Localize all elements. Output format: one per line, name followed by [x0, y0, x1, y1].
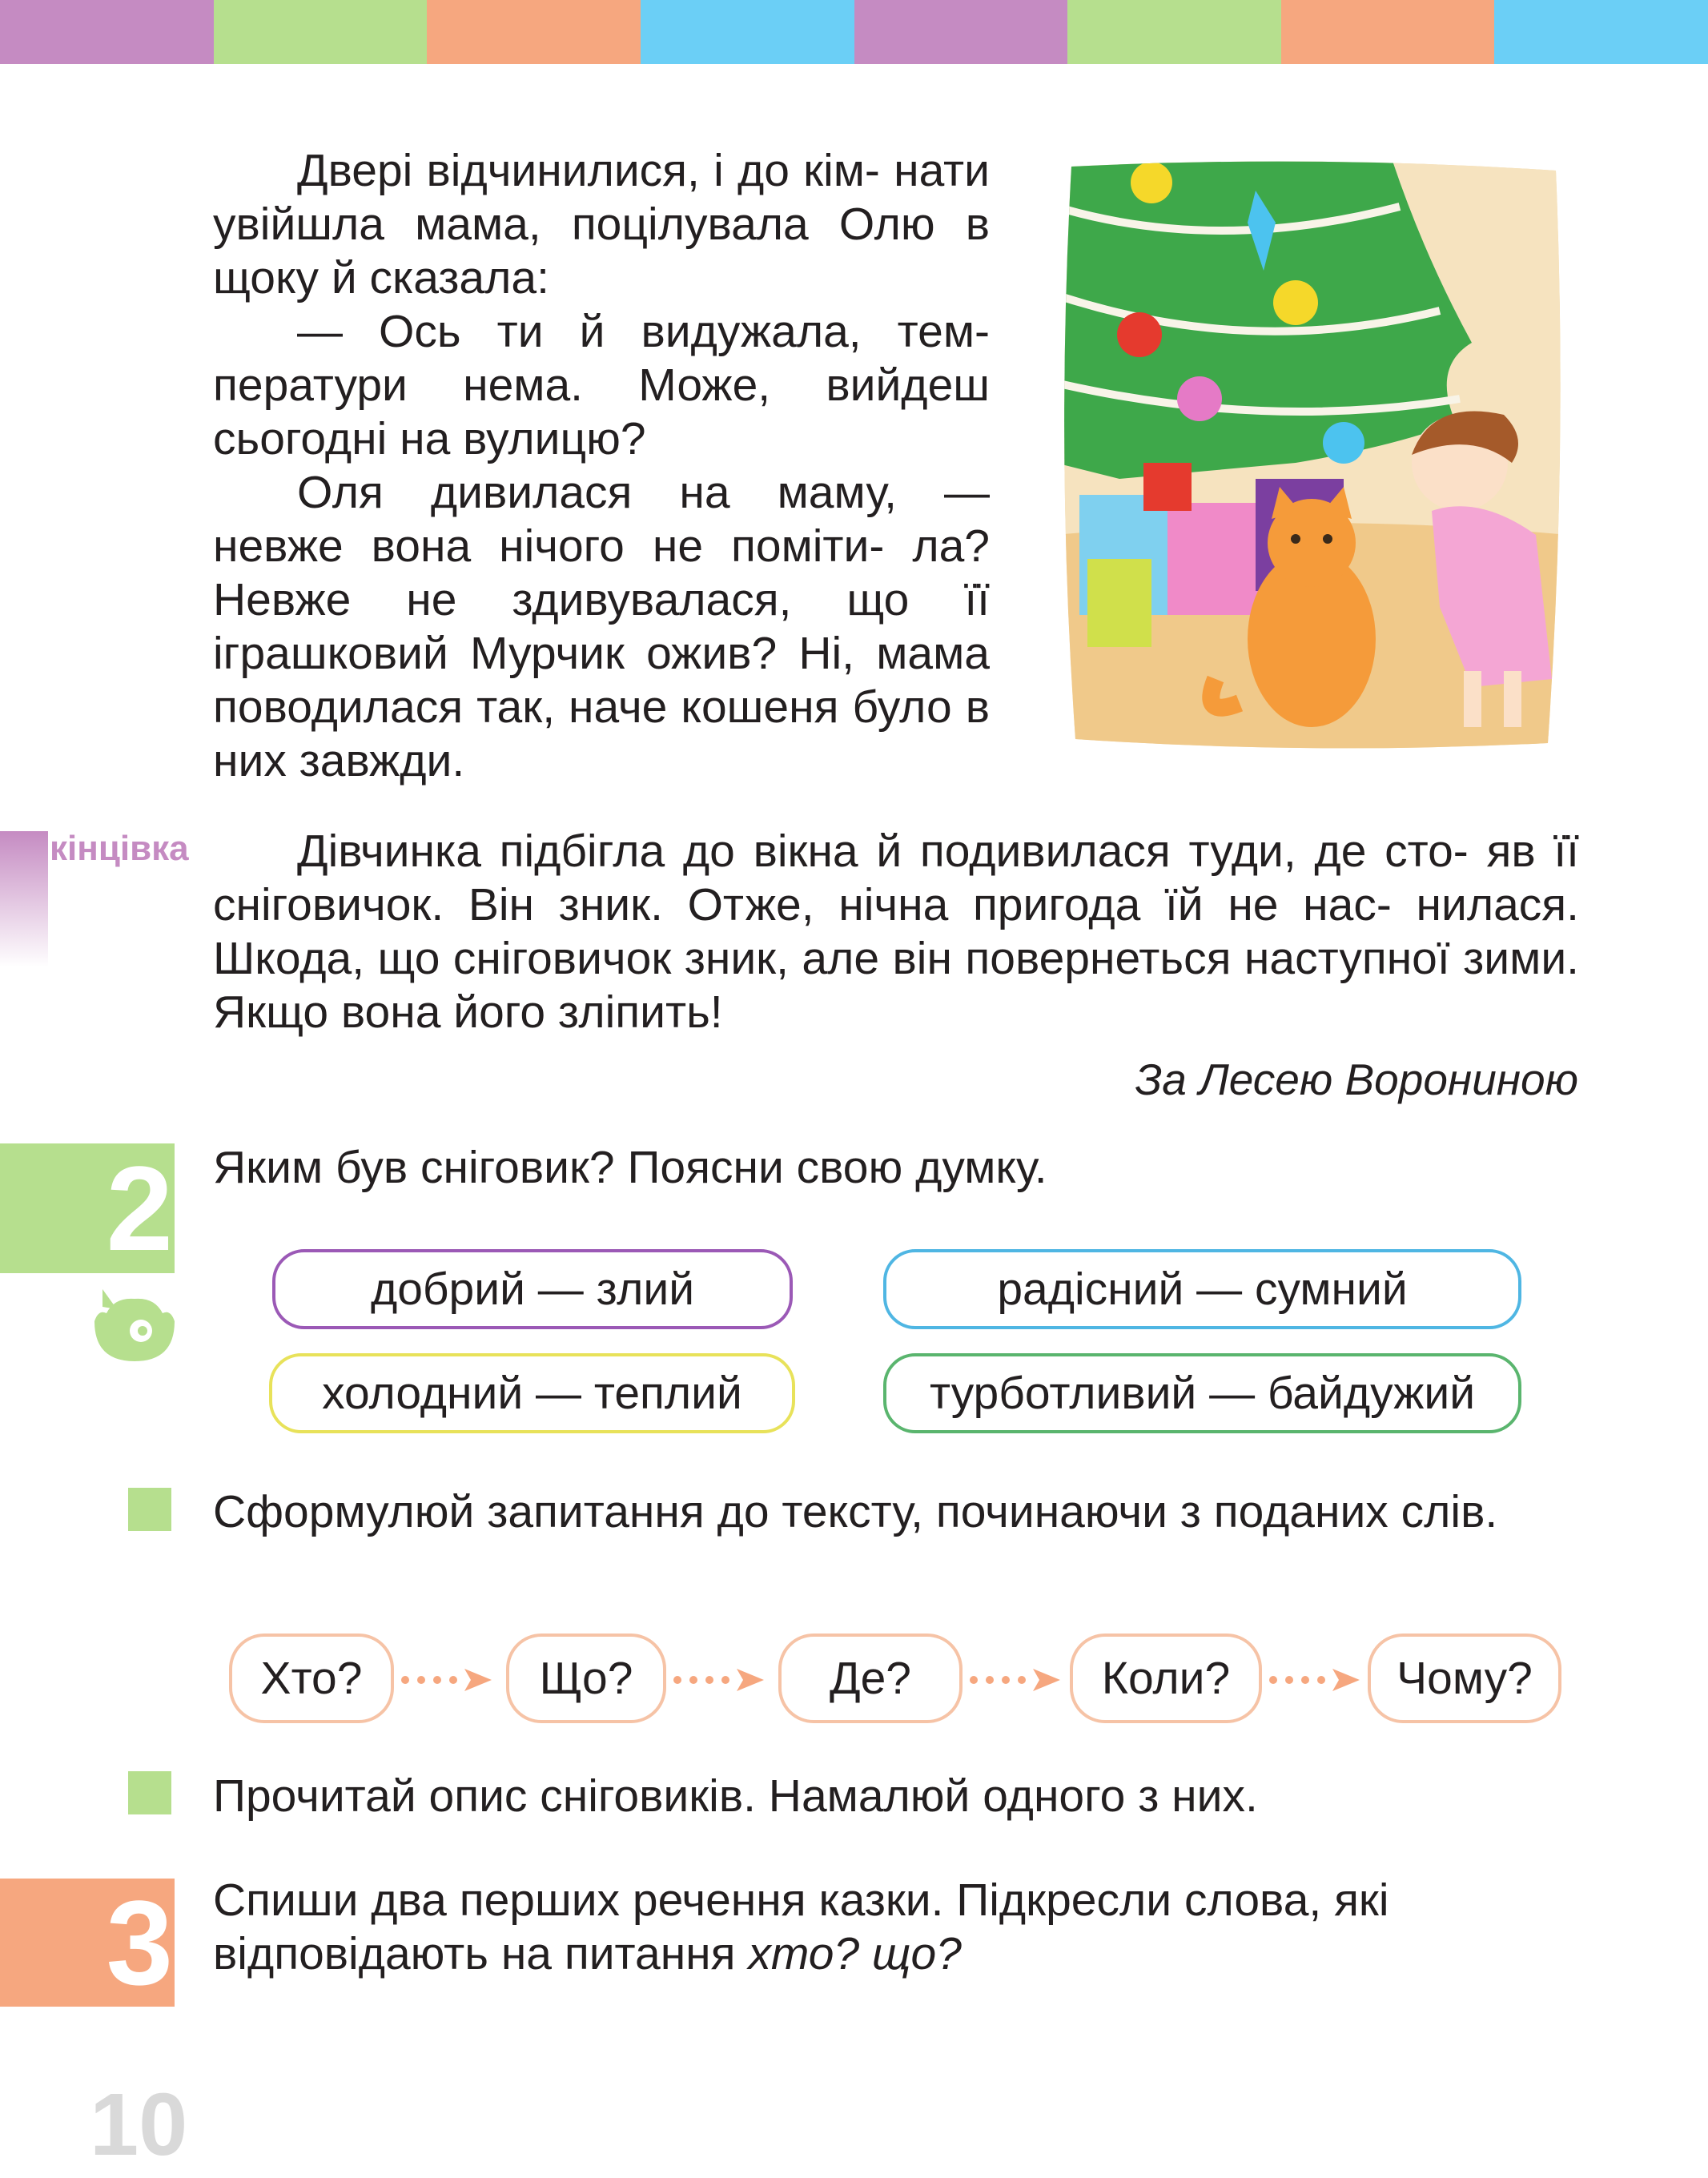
- word-pair-card: радісний — сумний: [883, 1249, 1521, 1329]
- stripe-segment: [0, 0, 214, 64]
- story-paragraph-3: [213, 466, 990, 788]
- task2-subtask-draw: Прочитай опис сніговиків. Намалюй одного з них.: [213, 1770, 1258, 1822]
- christmas-tree-illustration: [1055, 159, 1568, 753]
- task-number-2: [0, 1141, 175, 1276]
- stripe-segment: [1281, 0, 1495, 64]
- question-word-card: Де?: [778, 1634, 963, 1723]
- ending-line: наступної зими. Якщо вона його зліпить!: [213, 933, 1580, 1038]
- task2-subtask-questions: Сформулюй запитання до тексту, починаючи з поданих слів.: [213, 1486, 1498, 1537]
- task-number-text: 3: [106, 1875, 173, 2010]
- story-line: невже вона нічого не поміти-: [213, 520, 885, 572]
- story-paragraph-2: [213, 305, 990, 466]
- story-line: — Ось ти й видужала, тем-: [297, 306, 990, 357]
- story-line: ператури нема. Може, вийдеш: [213, 360, 990, 411]
- stripe-segment: [1494, 0, 1708, 64]
- story-line: її іграшковий Мурчик ожив?: [213, 574, 991, 679]
- task3-text: [213, 1874, 1558, 1981]
- ending-line: нилася. Шкода, що сніговичок зник, але він повернеться: [213, 879, 1580, 984]
- story-line: сьогодні на вулицю?: [213, 413, 646, 464]
- word-pair-card: холодний — теплий: [269, 1353, 795, 1433]
- task-number-text: 2: [106, 1141, 173, 1276]
- stripe-segment: [214, 0, 428, 64]
- stripe-segment: [854, 0, 1068, 64]
- owl-icon: [86, 1281, 183, 1369]
- stripe-segment: [641, 0, 854, 64]
- question-word-card: Чому?: [1368, 1634, 1561, 1723]
- ending-line: Дівчинка підбігла до вікна й подивилася туди, де сто-: [297, 826, 1469, 877]
- story-line: Оля дивилася на маму, —: [297, 467, 990, 518]
- subtask-bullet: [128, 1488, 171, 1531]
- task-number-3: [0, 1875, 175, 2010]
- ending-line: яв її сніговичок. Він зник. Отже, нічна пригода їй не нас-: [213, 826, 1579, 930]
- task3-main-text: Спиши два перших речення казки. Підкресли слова, які відповідають на питання: [213, 1875, 1389, 1979]
- story-text: [213, 144, 990, 788]
- subtask-bullet: [128, 1771, 171, 1814]
- ending-paragraph: [213, 825, 1579, 1039]
- arrow-icon: [1262, 1666, 1366, 1694]
- question-word-card: Що?: [506, 1634, 666, 1723]
- page-number: 10: [90, 2076, 188, 2174]
- stripe-segment: [1067, 0, 1281, 64]
- question-word-card: Хто?: [229, 1634, 394, 1723]
- story-line: ла? Невже не здивувалася, що: [213, 520, 990, 625]
- arrow-icon: [394, 1666, 498, 1694]
- arrow-icon: [963, 1666, 1067, 1694]
- stripe-segment: [427, 0, 641, 64]
- task3-italic-text: хто? що?: [748, 1928, 962, 1979]
- word-pair-card: турботливий — байдужий: [883, 1353, 1521, 1433]
- story-paragraph-1: [213, 144, 990, 305]
- ending-side-tag: [0, 831, 48, 967]
- task2-question: Яким був сніговик? Поясни свою думку.: [213, 1142, 1047, 1193]
- ending-text: [213, 825, 1579, 1039]
- story-line: Двері відчинилися, і до кім-: [297, 145, 880, 196]
- author-attribution: За Лесею Ворониною: [1135, 1055, 1578, 1104]
- top-color-stripe: [0, 0, 1708, 64]
- question-word-card: Коли?: [1070, 1634, 1262, 1723]
- story-line: кошеня було в них завжди.: [213, 681, 990, 786]
- story-line: Олю в щоку й сказала:: [213, 199, 990, 303]
- arrow-icon: [666, 1666, 770, 1694]
- ending-label: кінцівка: [50, 829, 189, 868]
- word-pair-card: добрий — злий: [272, 1249, 793, 1329]
- story-line: нати увійшла мама, поцілувала: [213, 145, 990, 250]
- story-line: Ні, мама поводилася так, наче: [213, 628, 990, 733]
